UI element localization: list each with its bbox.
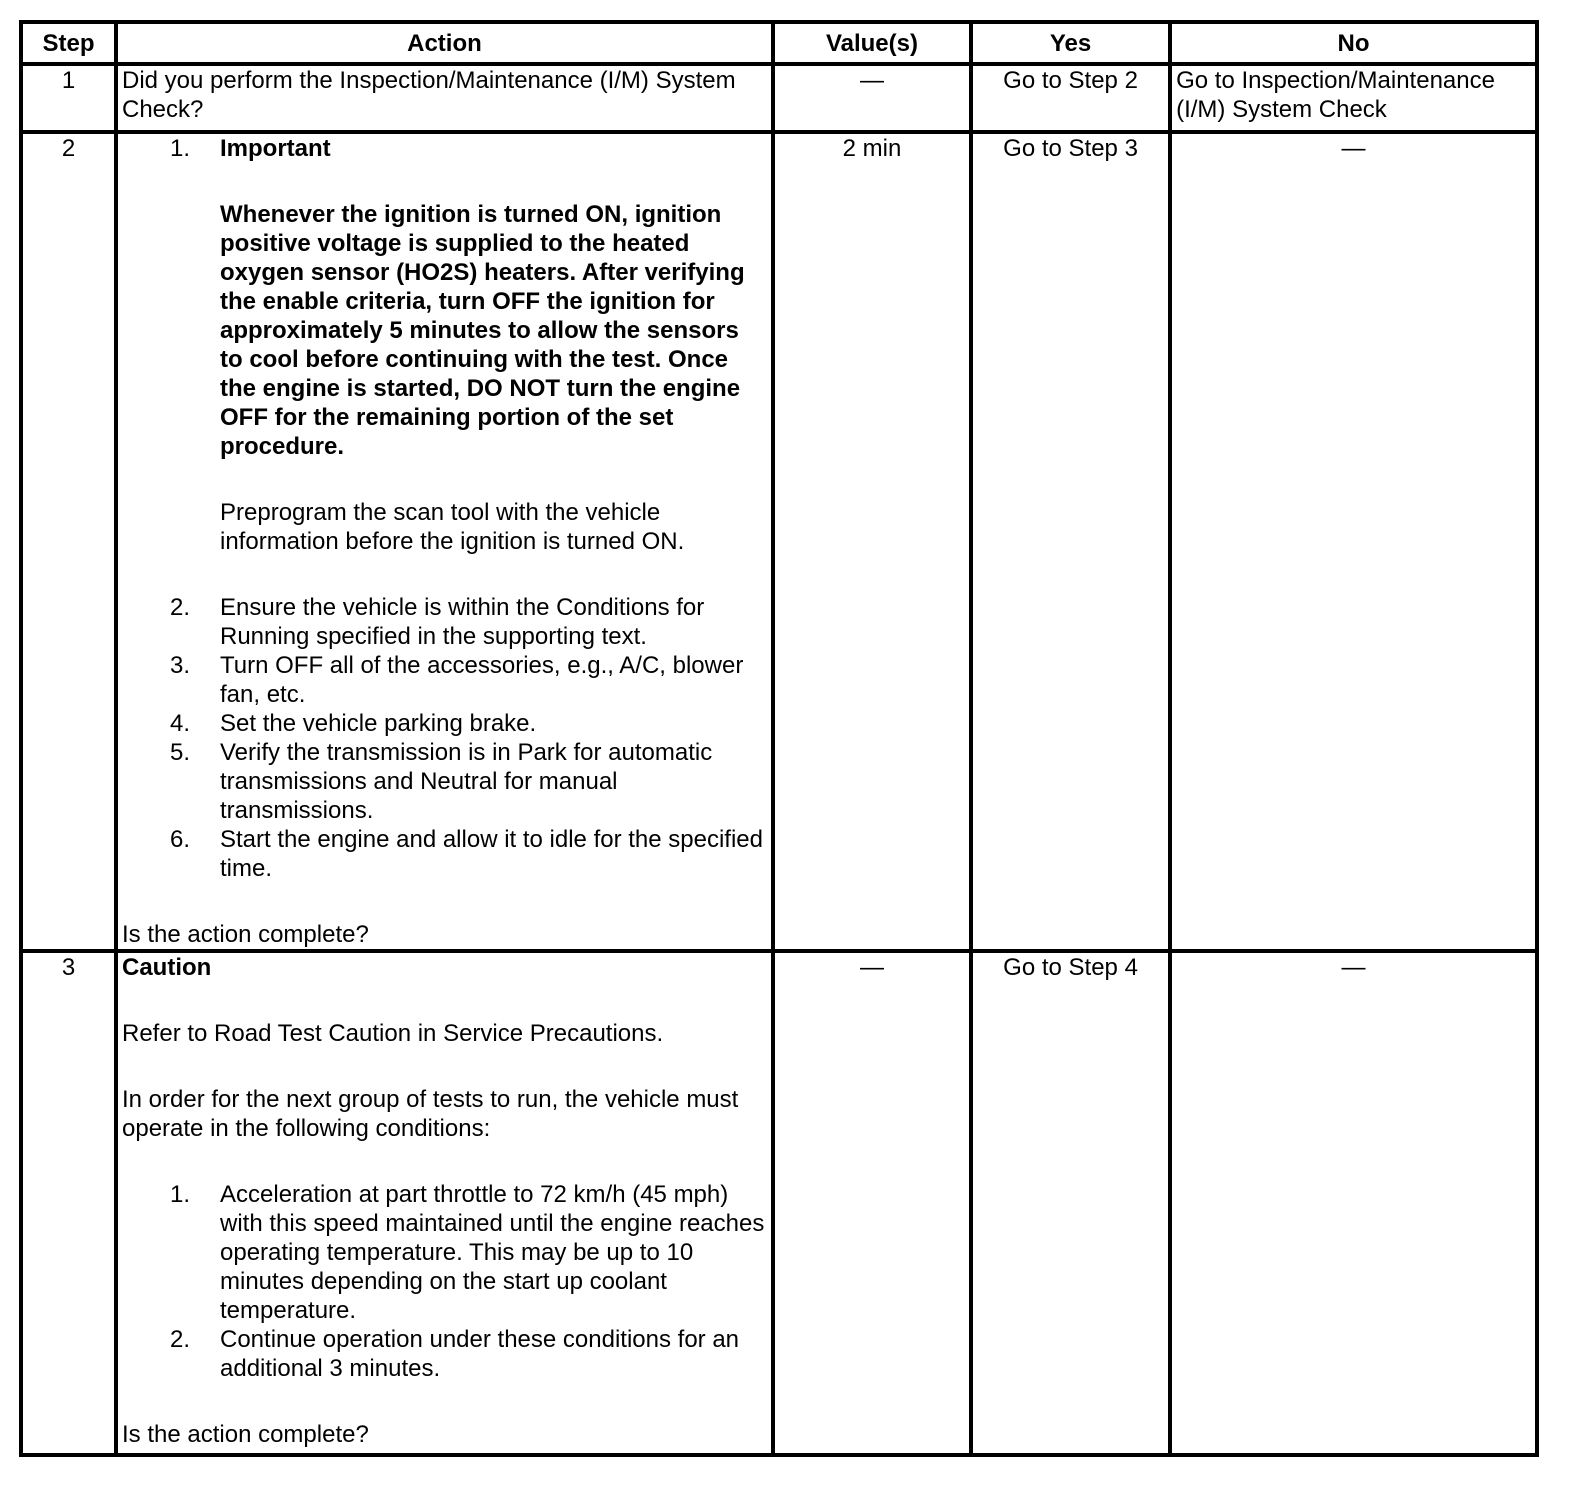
procedure-table bbox=[19, 20, 1539, 1457]
no-cell: — bbox=[1170, 951, 1537, 1455]
list-item bbox=[122, 593, 767, 651]
header-step: Step bbox=[21, 22, 116, 64]
action-steps bbox=[122, 1180, 767, 1383]
list-item bbox=[122, 1180, 767, 1325]
caution-title: Caution bbox=[122, 954, 212, 981]
step-number: 1 bbox=[21, 64, 116, 132]
yes-cell: Go to Step 4 bbox=[971, 951, 1170, 1455]
step-number: 2 bbox=[21, 132, 116, 951]
item-text: Continue operation under these conditions for an additional 3 minutes. bbox=[220, 1326, 740, 1382]
table-row bbox=[21, 951, 1537, 1455]
action-steps bbox=[122, 134, 767, 883]
item-text: Start the engine and allow it to idle for the specified time. bbox=[220, 826, 763, 882]
question-text: Is the action complete? bbox=[122, 1421, 369, 1448]
table-row bbox=[21, 64, 1537, 132]
item-number: 1. bbox=[170, 1181, 191, 1208]
no-cell: — bbox=[1170, 132, 1537, 951]
action-cell bbox=[116, 951, 773, 1455]
value-cell: 2 min bbox=[773, 132, 971, 951]
caution-text: Refer to Road Test Caution in Service Precautions. bbox=[122, 1020, 664, 1047]
list-item bbox=[122, 738, 767, 825]
action-cell bbox=[116, 132, 773, 951]
item-number: 2. bbox=[170, 1326, 191, 1353]
header-action: Action bbox=[116, 22, 773, 64]
header-yes: Yes bbox=[971, 22, 1170, 64]
header-no: No bbox=[1170, 22, 1537, 64]
list-item bbox=[122, 134, 767, 593]
no-cell: Go to Inspection/Maintenance (I/M) System Check bbox=[1170, 64, 1537, 132]
important-text: Whenever the ignition is turned ON, ignition positive voltage is supplied to the heated oxygen sensor (HO2S) heaters. After verifying the enable criteria, turn OFF the ignition for approximately 5 minutes to allow the sensors to cool before continuing with the test. Once the engine is started, DO NOT turn the engine OFF for the remaining portion of the set procedure. bbox=[220, 201, 745, 460]
important-title: Important bbox=[220, 135, 331, 162]
item-number: 2. bbox=[170, 594, 191, 621]
item-number: 5. bbox=[170, 739, 191, 766]
item-number: 6. bbox=[170, 826, 191, 853]
question-text: Is the action complete? bbox=[122, 921, 369, 948]
intro-text: In order for the next group of tests to run, the vehicle must operate in the following conditions: bbox=[122, 1086, 739, 1142]
action-text: Did you perform the Inspection/Maintenance (I/M) System Check? bbox=[116, 64, 773, 132]
header-values: Value(s) bbox=[773, 22, 971, 64]
list-item bbox=[122, 825, 767, 883]
item-text: Turn OFF all of the accessories, e.g., A/C, blower fan, etc. bbox=[220, 652, 744, 708]
item-number: 1. bbox=[170, 135, 191, 162]
item-text: Acceleration at part throttle to 72 km/h (45 mph) with this speed maintained until the engine reaches operating temperature. This may be up to 10 minutes depending on the start up coolant temperature. bbox=[220, 1181, 765, 1324]
item-number: 3. bbox=[170, 652, 191, 679]
list-item bbox=[122, 709, 767, 738]
step-number: 3 bbox=[21, 951, 116, 1455]
preprogram-text: Preprogram the scan tool with the vehicle information before the ignition is turned ON. bbox=[220, 499, 685, 555]
yes-cell: Go to Step 3 bbox=[971, 132, 1170, 951]
list-item bbox=[122, 1325, 767, 1383]
item-text: Ensure the vehicle is within the Conditions for Running specified in the supporting text. bbox=[220, 594, 705, 650]
header-row bbox=[21, 22, 1537, 64]
item-text: Set the vehicle parking brake. bbox=[220, 710, 537, 737]
list-item bbox=[122, 651, 767, 709]
item-text: Verify the transmission is in Park for automatic transmissions and Neutral for manual transmissions. bbox=[220, 739, 713, 824]
value-cell: — bbox=[773, 951, 971, 1455]
yes-cell: Go to Step 2 bbox=[971, 64, 1170, 132]
table-row bbox=[21, 132, 1537, 951]
item-number: 4. bbox=[170, 710, 191, 737]
value-cell: — bbox=[773, 64, 971, 132]
